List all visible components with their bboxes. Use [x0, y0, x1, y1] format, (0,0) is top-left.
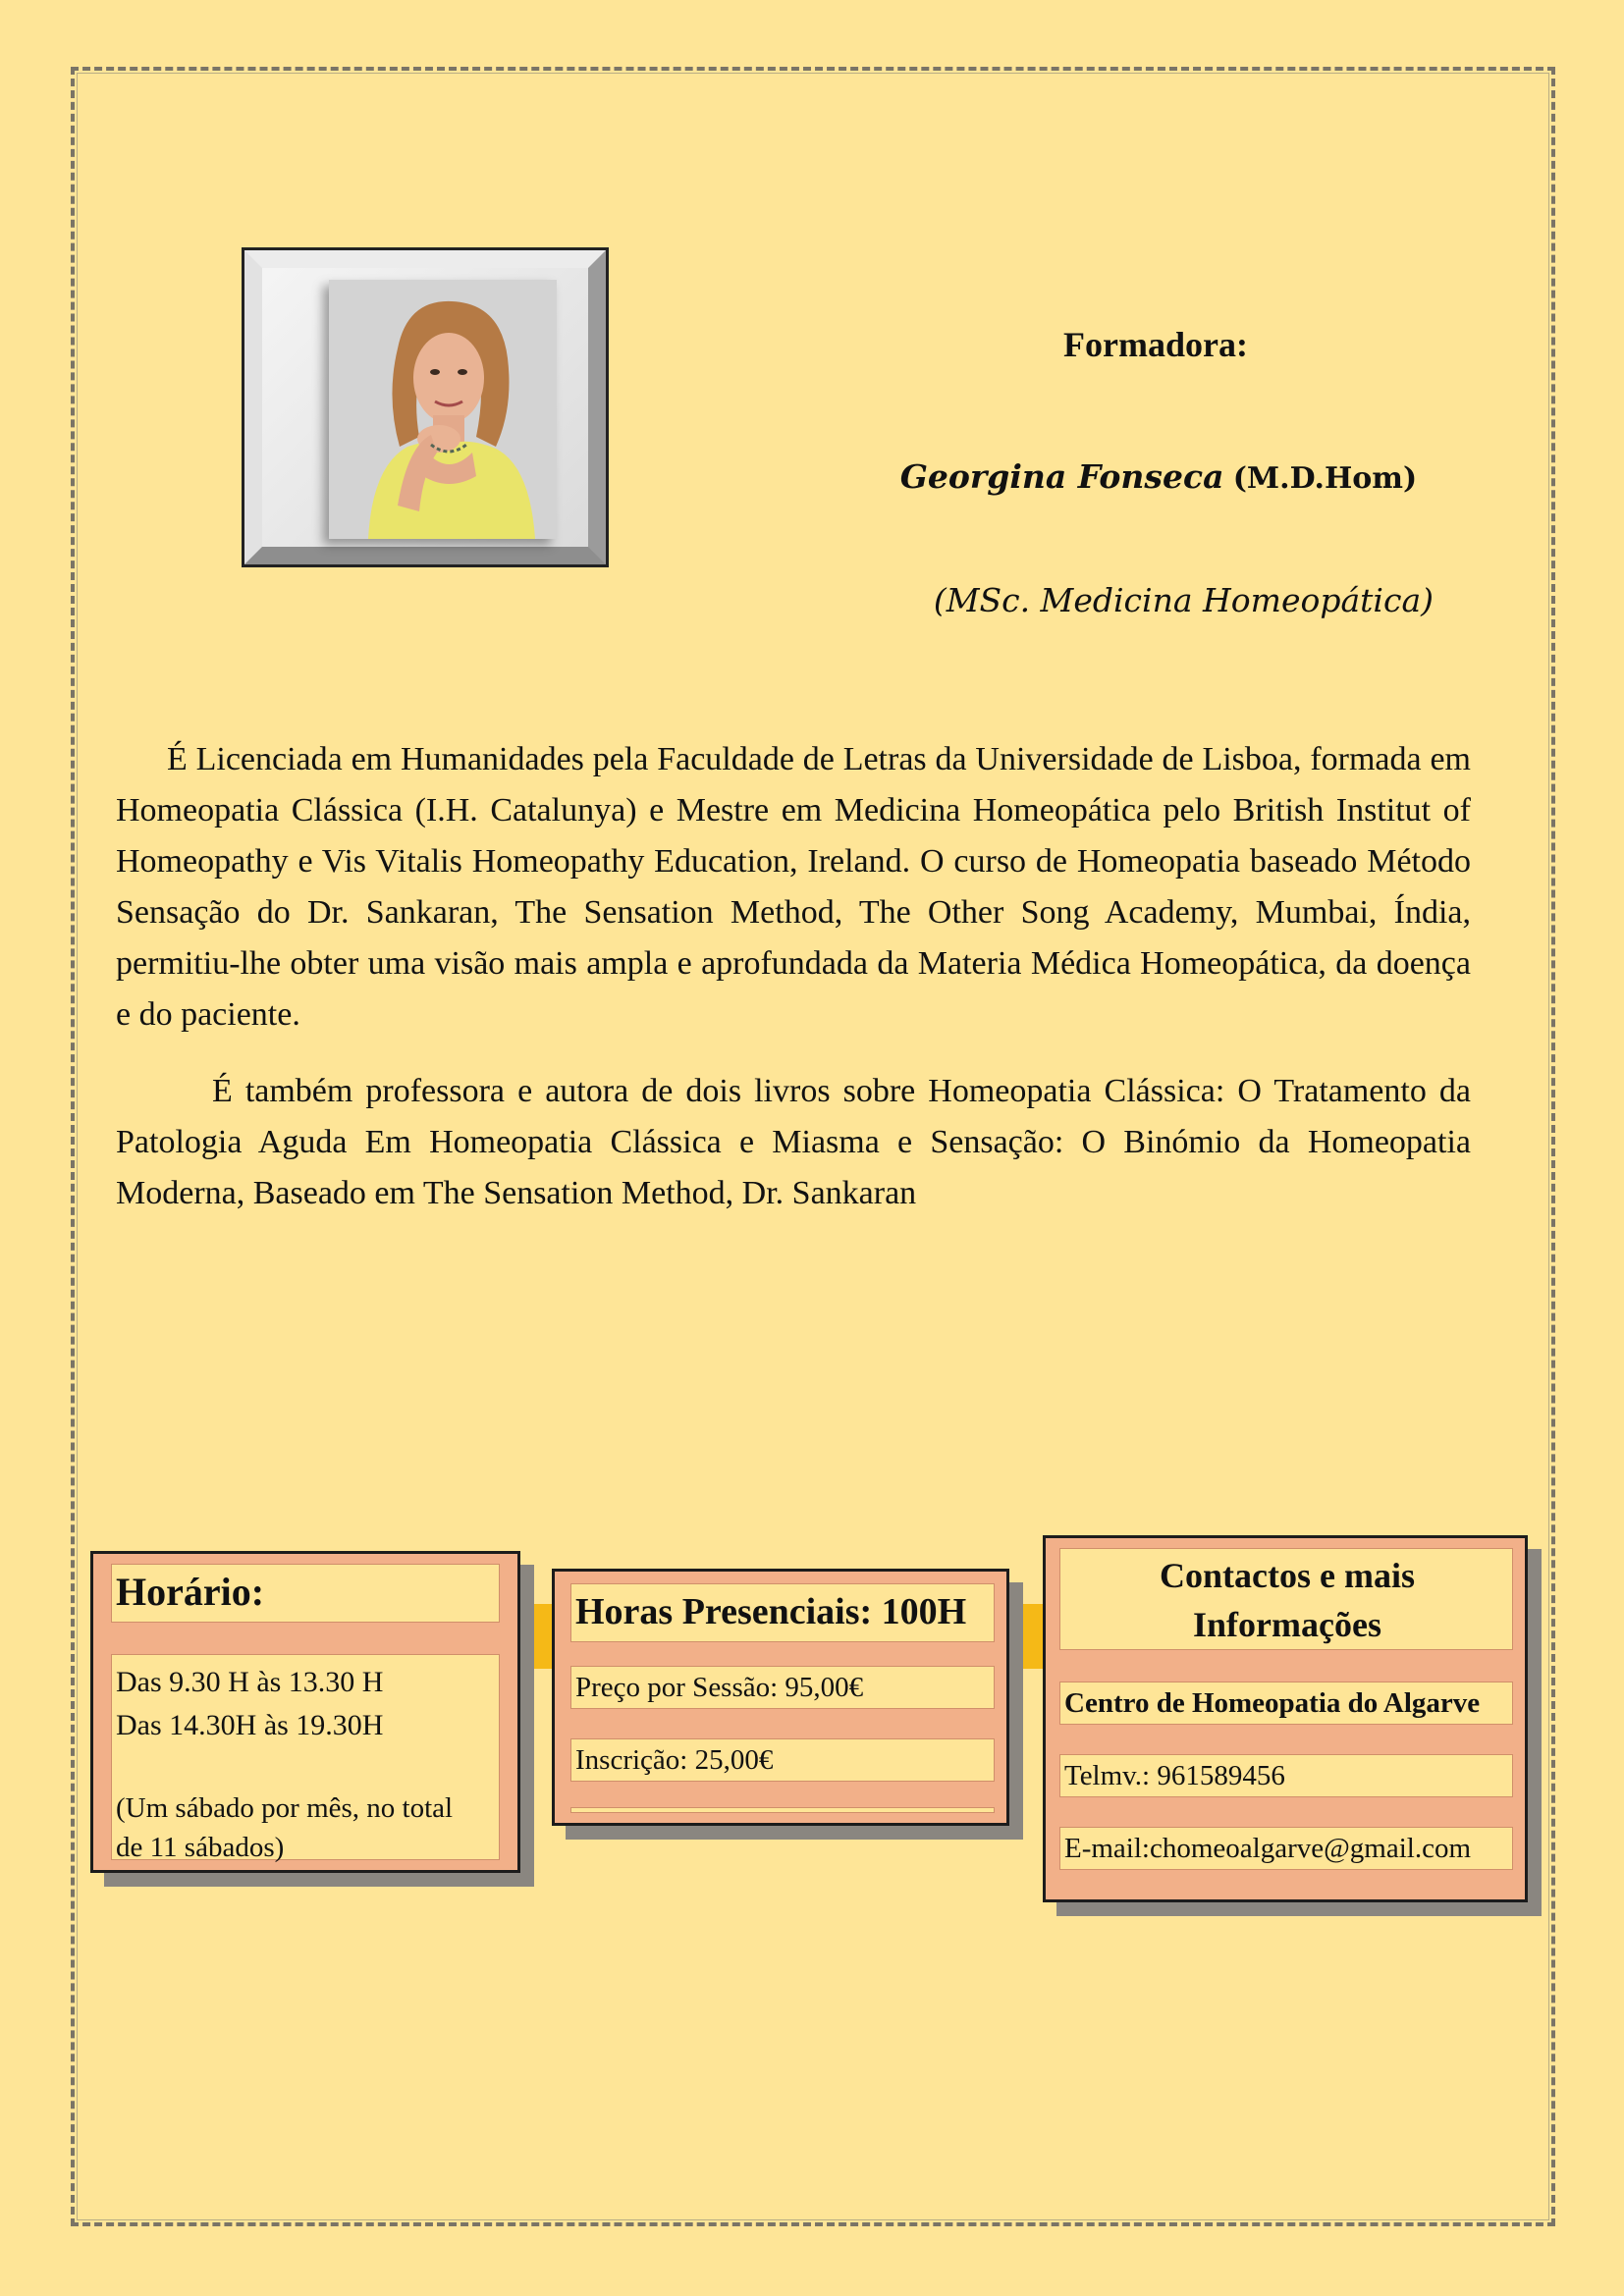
- bio-paragraph-2: É também professora e autora de dois livros sobre Homeopatia Clássica: O Tratamento da Patologia Aguda Em Homeopatia Clássica e Miasma e Sensação: O Binómio da Homeopatia Moderna, Baseado em The Sensation Method, Dr. Sankaran: [116, 1073, 1471, 1211]
- trainer-credential: (M.D.Hom): [1232, 461, 1418, 496]
- empty-cell: [570, 1807, 995, 1813]
- hours-title-cell: [570, 1583, 995, 1642]
- phone-number: Telmv.: 961589456: [1064, 1760, 1285, 1791]
- trainer-name: Georgina Fonseca: [899, 457, 1224, 496]
- registration-cell: [570, 1738, 995, 1782]
- center-name: Centro de Homeopatia do Algarve: [1064, 1687, 1481, 1719]
- contacts-title-line-2: Informações: [1193, 1605, 1381, 1644]
- schedule-line-2: Das 14.30H às 19.30H: [116, 1709, 384, 1741]
- hours-box: [552, 1569, 1009, 1826]
- email-address: E-mail:chomeoalgarve@gmail.com: [1064, 1833, 1472, 1864]
- schedule-details-cell: [111, 1654, 500, 1863]
- schedule-box: [90, 1551, 520, 1873]
- phone-cell: [1059, 1754, 1513, 1797]
- bio-paragraph-1: É Licenciada em Humanidades pela Faculdade de Letras da Universidade de Lisboa, formada em Homeopatia Clássica (I.H. Catalunya) e Mestre em Medicina Homeopática pelo British Institut of Homeopathy e Vis Vitalis Homeopathy Education, Ireland. O curso de Homeopatia baseado Método Sensação do Dr. Sankaran, The Sensation Method, The Other Song Academy, Mumbai, Índia, permitiu-lhe obter uma visão mais ampla e aprofundada da Materia Médica Homeopática, da doença e do paciente.: [116, 741, 1471, 1033]
- trainer-label: Formadora:: [1063, 325, 1248, 364]
- email-cell: [1059, 1827, 1513, 1870]
- contacts-box: [1043, 1535, 1528, 1902]
- price-cell: [570, 1666, 995, 1709]
- contacts-title-line-1: Contactos e mais: [1160, 1556, 1415, 1595]
- schedule-note-2: de 11 sábados): [116, 1832, 285, 1863]
- trainer-name-line: [864, 455, 1453, 498]
- schedule-title-cell: [111, 1564, 500, 1623]
- contacts-title-cell: [1059, 1548, 1513, 1650]
- connector-bar: [520, 1604, 552, 1669]
- trainer-degree: (MSc. Medicina Homeopática): [933, 581, 1434, 619]
- center-cell: [1059, 1682, 1513, 1725]
- schedule-note-1: (Um sábado por mês, no total: [116, 1792, 454, 1824]
- registration-fee: Inscrição: 25,00€: [575, 1744, 774, 1776]
- schedule-line-1: Das 9.30 H às 13.30 H: [116, 1666, 384, 1698]
- trainer-photo: [329, 280, 557, 539]
- schedule-title: Horário:: [116, 1570, 265, 1614]
- trainer-photo-frame: [242, 247, 609, 567]
- hours-title: Horas Presenciais: 100H: [575, 1591, 967, 1632]
- trainer-bio: [116, 734, 1471, 1219]
- connector-bar: [1009, 1604, 1043, 1669]
- session-price: Preço por Sessão: 95,00€: [575, 1672, 864, 1703]
